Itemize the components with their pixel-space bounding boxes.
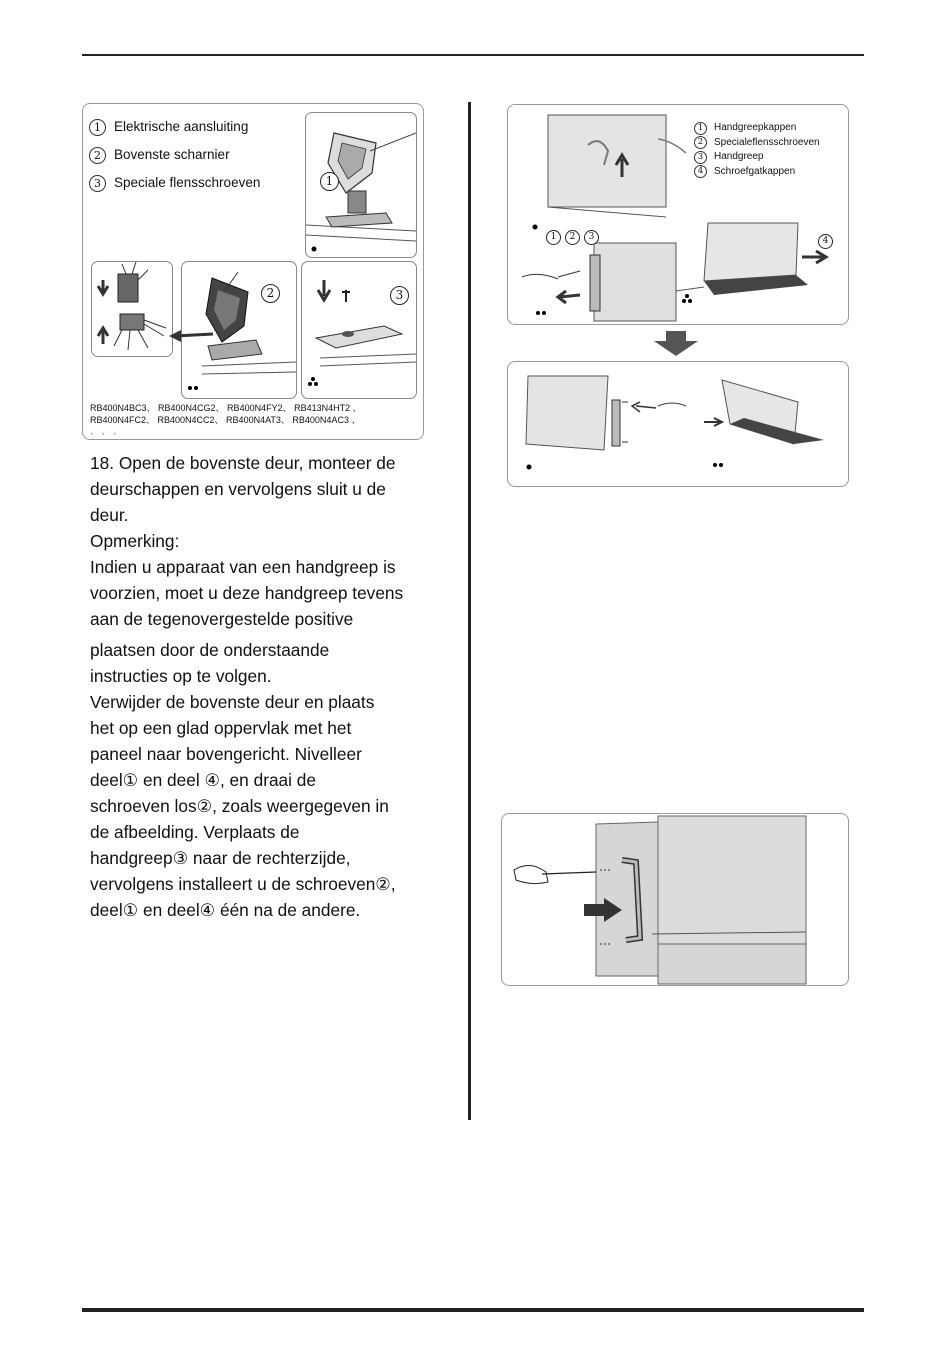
connector-drawing bbox=[92, 262, 172, 356]
screw-panel bbox=[301, 261, 417, 399]
hinge-bolt-panel bbox=[181, 261, 297, 399]
figure-handle-refit bbox=[507, 361, 849, 487]
text-line: aan de tegenovergestelde positive bbox=[90, 609, 354, 629]
figure-handle-removal bbox=[507, 104, 849, 325]
callout-1: 1 bbox=[320, 172, 339, 191]
handle-refit-drawing bbox=[508, 362, 848, 486]
legend-item: 3 Speciale flensschroeven bbox=[89, 169, 260, 197]
model-numbers: RB400N4BC3、 RB400N4CG2、 RB400N4FY2、 RB413N4HT2 、 RB400N4FC2、 RB400N4CC2、 RB400N4AT3、 RB400N4AC3 、 、 、 、 bbox=[90, 403, 362, 436]
text-line: de afbeelding. Verplaats de bbox=[90, 822, 300, 842]
figure1-legend bbox=[89, 113, 260, 197]
callout-2: 2 bbox=[565, 230, 580, 245]
instruction-text-part2 bbox=[90, 637, 396, 923]
text-line: Opmerking: bbox=[90, 531, 180, 551]
column-divider bbox=[468, 102, 471, 1120]
text-line: 18. Open de bovenste deur, monteer de bbox=[90, 453, 396, 473]
callout-4: 4 bbox=[818, 234, 833, 249]
text-line: deur. bbox=[90, 505, 129, 525]
text-line: plaatsen door de onderstaande bbox=[90, 640, 330, 660]
text-line: deurschappen en vervolgens sluit u de bbox=[90, 479, 386, 499]
callout-3: 3 bbox=[390, 286, 409, 305]
text-line: handgreep③ naar de rechterzijde, bbox=[90, 848, 351, 868]
legend-item: 1 Handgreepkappen bbox=[694, 121, 820, 136]
legend-item: 2 Specialeflensschroeven bbox=[694, 136, 820, 151]
figure-handle-installed bbox=[501, 813, 849, 986]
text-line: het op een glad oppervlak met het bbox=[90, 718, 352, 738]
text-line: Indien u apparaat van een handgreep is bbox=[90, 557, 396, 577]
callout-2: 2 bbox=[261, 284, 280, 303]
handle-installed-drawing bbox=[502, 814, 848, 985]
text-line: voorzien, moet u deze handgreep tevens bbox=[90, 583, 404, 603]
text-line: Verwijder de bovenste deur en plaats bbox=[90, 692, 375, 712]
footer-rule bbox=[82, 1308, 864, 1312]
text-line: deel① en deel ④, en draai de bbox=[90, 770, 317, 790]
text-line: paneel naar bovengericht. Nivelleer bbox=[90, 744, 362, 764]
text-line: instructies op te volgen. bbox=[90, 666, 272, 686]
instruction-text-part1 bbox=[90, 450, 403, 632]
legend-item: 2 Bovenste scharnier bbox=[89, 141, 260, 169]
callout-3: 3 bbox=[584, 230, 599, 245]
text-line: deel① en deel④ één na de andere. bbox=[90, 900, 361, 920]
figure2-legend bbox=[694, 121, 820, 179]
legend-item: 4 Schroefgatkappen bbox=[694, 165, 820, 180]
callout-1: 1 bbox=[546, 230, 561, 245]
header-rule bbox=[82, 54, 864, 56]
text-line: vervolgens installeert u de schroeven②, bbox=[90, 874, 396, 894]
hinge-bolt-drawing bbox=[182, 262, 296, 398]
text-line: schroeven los②, zoals weergegeven in bbox=[90, 796, 389, 816]
connector-panel bbox=[91, 261, 173, 357]
legend-item: 1 Elektrische aansluiting bbox=[89, 113, 260, 141]
figure-hinge-removal bbox=[82, 103, 424, 440]
legend-item: 3 Handgreep bbox=[694, 150, 820, 165]
screw-drawing bbox=[302, 262, 416, 398]
